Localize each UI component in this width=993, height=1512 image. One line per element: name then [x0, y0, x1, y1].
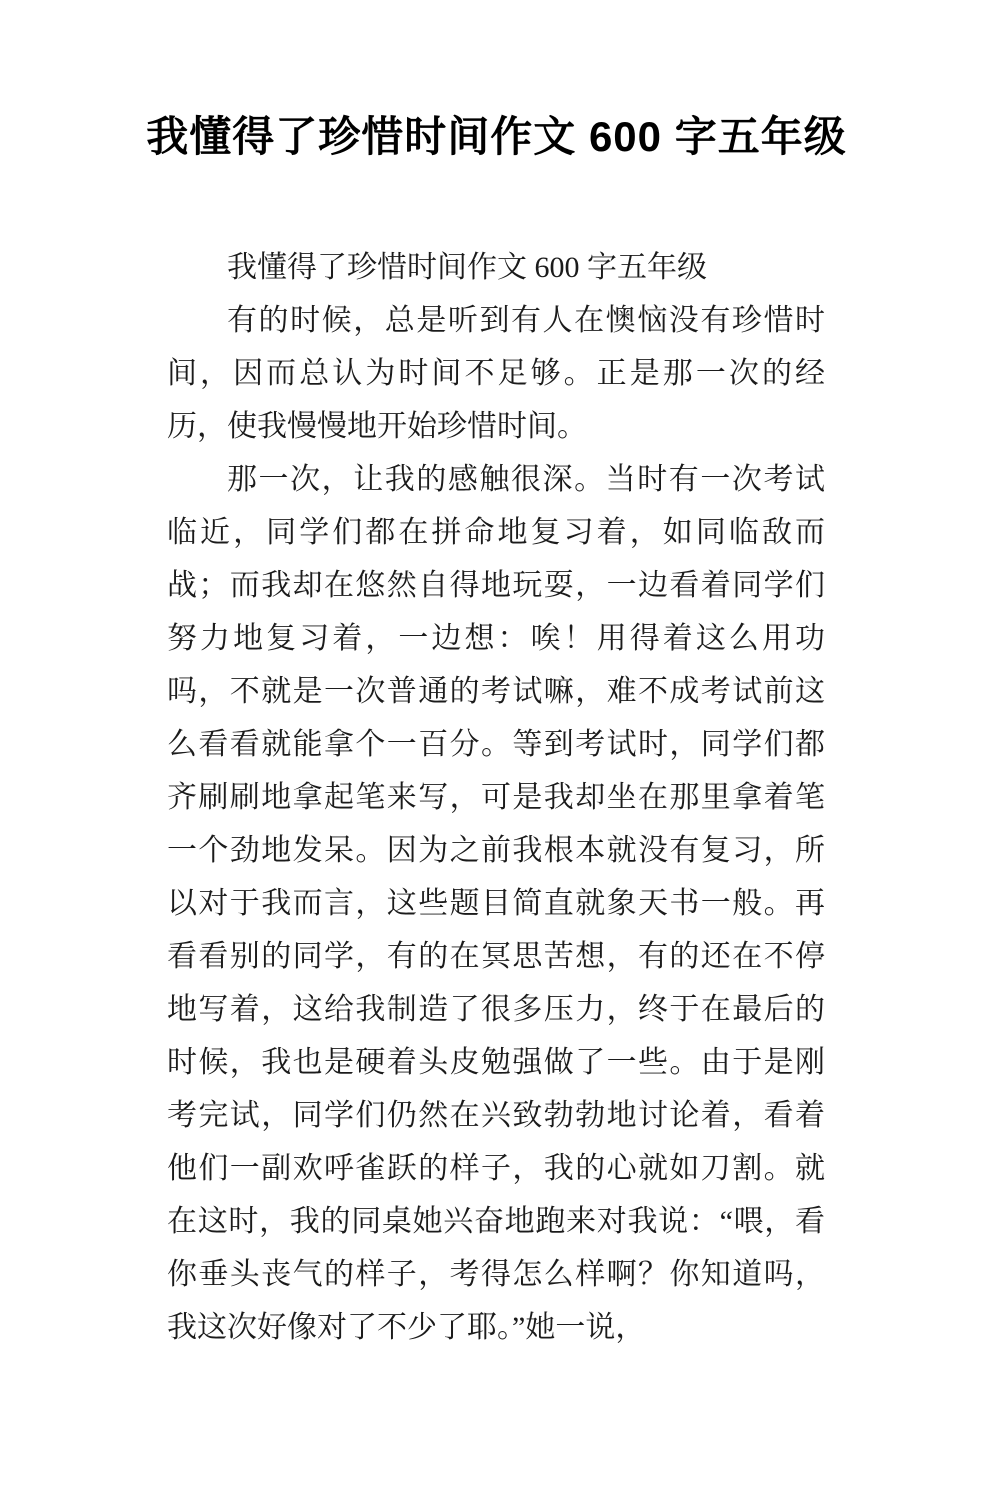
document-body [167, 241, 825, 1354]
document-title: 我懂得了珍惜时间作文 600 字五年级 [146, 113, 847, 160]
paragraph-story: 那一次，让我的感触很深。当时有一次考试临近，同学们都在拼命地复习着，如同临敌而战；而我却在悠然自得地玩耍，一边看着同学们努力地复习着，一边想：唉！用得着这么用功吗，不就是一次普通的考试嘛，难不成考试前这么看看就能拿个一百分。等到考试时，同学们都齐刷刷地拿起笔来写，可是我却坐在那里拿着笔一个劲地发呆。因为之前我根本就没有复习，所以对于我而言，这些题目简直就象天书一般。再看看别的同学，有的在冥思苦想，有的还在不停地写着，这给我制造了很多压力，终于在最后的时候，我也是硬着头皮勉强做了一些。由于是刚考完试，同学们仍然在兴致勃勃地讨论着，看着他们一副欢呼雀跃的样子，我的心就如刀割。就在这时，我的同桌她兴奋地跑来对我说：“喂，看你垂头丧气的样子，考得怎么样啊？你知道吗，我这次好像对了不少了耶。”她一说， [167, 463, 825, 1344]
document-page [0, 108, 993, 1512]
paragraph-title-line: 我懂得了珍惜时间作文 600 字五年级 [227, 251, 707, 284]
paragraph-intro: 有的时候，总是听到有人在懊恼没有珍惜时间，因而总认为时间不足够。正是那一次的经历，使我慢慢地开始珍惜时间。 [167, 304, 825, 443]
